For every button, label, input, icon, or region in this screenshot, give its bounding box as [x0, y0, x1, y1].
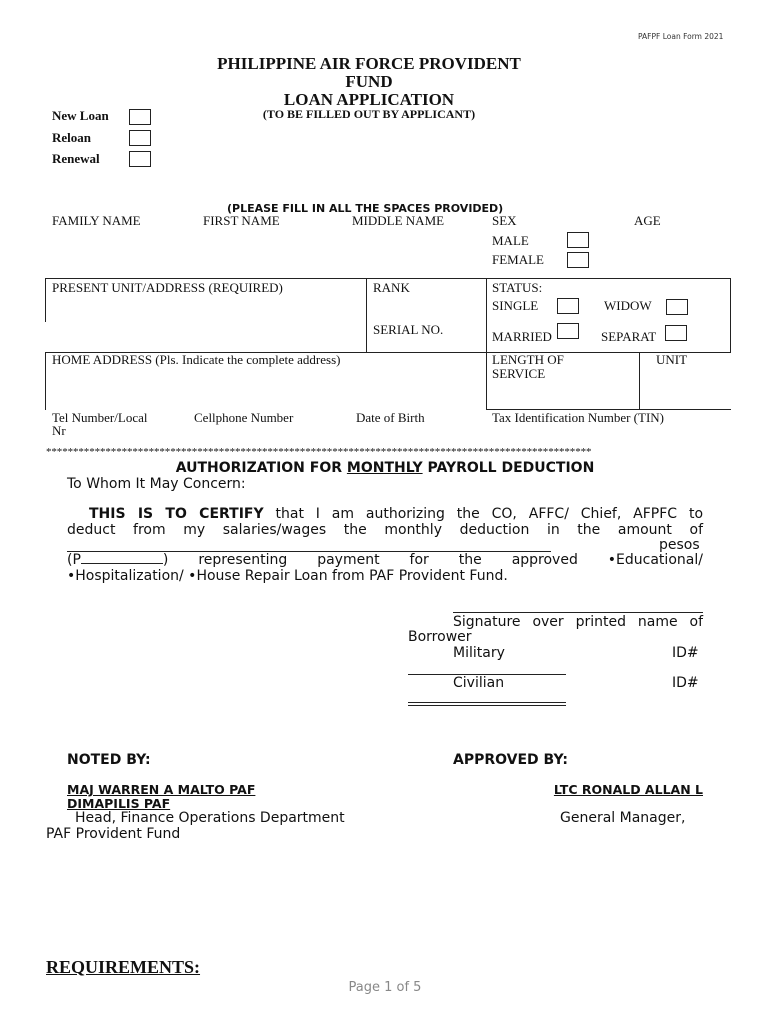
tin-label: Tax Identification Number (TIN) — [492, 410, 664, 425]
amount-figures-blank[interactable] — [81, 553, 163, 564]
sex-label: SEX — [492, 213, 517, 228]
status-label: STATUS: — [492, 280, 543, 295]
authorization-title-post: PAYROLL DEDUCTION — [422, 460, 595, 476]
word-for: for — [409, 552, 429, 568]
authorization-title-pre: AUTHORIZATION FOR — [175, 460, 347, 476]
single-label: SINGLE — [492, 298, 539, 313]
male-label: MALE — [492, 233, 529, 248]
authorization-title — [0, 460, 770, 476]
form-code: PAFPF Loan Form 2021 — [638, 32, 724, 41]
loan-type-renewal-label: Renewal — [52, 151, 100, 166]
page-indicator: Page 1 of 5 — [348, 980, 422, 995]
noted-by-name-2: DIMAPILIS PAF — [67, 796, 171, 811]
salutation: To Whom It May Concern: — [67, 476, 246, 492]
present-unit-label: PRESENT UNIT/ADDRESS (REQUIRED) — [52, 280, 283, 295]
new-loan-checkbox[interactable] — [129, 109, 151, 125]
grid-line — [486, 278, 487, 410]
authorization-title-monthly: MONTHLY — [346, 460, 423, 476]
certify-line-5: •Hospitalization/ •House Repair Loan from PAF Provident Fund. — [67, 568, 508, 584]
word-representing: representing — [198, 552, 288, 568]
date-of-birth-label: Date of Birth — [356, 410, 425, 425]
noted-by-label: NOTED BY: — [67, 752, 151, 768]
double-line-top — [408, 702, 566, 703]
noted-by-name: MAJ WARREN A MALTO PAF — [67, 782, 256, 797]
first-name-label: FIRST NAME — [203, 213, 280, 228]
grid-line — [45, 278, 731, 279]
certify-line-4 — [67, 552, 703, 568]
reloan-checkbox[interactable] — [129, 130, 151, 146]
family-name-label: FAMILY NAME — [52, 213, 141, 228]
word-educational: •Educational/ — [607, 552, 703, 568]
p-label: (P — [67, 552, 81, 568]
certify-bold: THIS IS TO CERTIFY — [89, 506, 264, 522]
tel-number-label-2: Nr — [52, 423, 66, 438]
grid-line — [366, 278, 367, 353]
pesos-label: pesos — [659, 537, 700, 553]
serial-no-label: SERIAL NO. — [373, 322, 444, 337]
length-of-service-label: LENGTH OF — [492, 352, 564, 367]
grid-line — [45, 278, 46, 322]
rank-label: RANK — [373, 280, 410, 295]
home-address-label: HOME ADDRESS (Pls. Indicate the complete address) — [52, 352, 341, 367]
military-label: Military — [453, 645, 505, 661]
signature-line — [453, 612, 703, 613]
grid-line — [639, 352, 640, 410]
word-approved: approved — [511, 552, 578, 568]
age-label: AGE — [634, 213, 661, 228]
amount-figures — [67, 552, 168, 568]
double-line-bottom — [408, 705, 566, 706]
separated-label: SEPARAT — [601, 329, 657, 344]
word-the: the — [458, 552, 482, 568]
form-subtitle: (TO BE FILLED OUT BY APPLICANT) — [262, 107, 476, 121]
female-label: FEMALE — [492, 252, 544, 267]
civilian-id-label: ID# — [672, 675, 699, 691]
military-id-label: ID# — [672, 645, 699, 661]
widow-checkbox[interactable] — [666, 299, 688, 315]
middle-name-label: MIDDLE NAME — [352, 213, 445, 228]
tel-number-label: Tel Number/Local — [52, 410, 148, 425]
loan-type-new-label: New Loan — [52, 108, 109, 123]
approved-by-name: LTC RONALD ALLAN L — [553, 782, 703, 797]
grid-line — [730, 278, 731, 353]
certify-line-1 — [67, 506, 703, 522]
unit-label: UNIT — [656, 352, 688, 367]
loan-type-reloan-label: Reloan — [52, 130, 91, 145]
word-payment: payment — [317, 552, 380, 568]
widow-label: WIDOW — [604, 298, 652, 313]
title-line-1: PHILIPPINE AIR FORCE PROVIDENT — [217, 54, 521, 73]
noted-by-title-2: PAF Provident Fund — [46, 826, 181, 842]
married-checkbox[interactable] — [557, 323, 579, 339]
cellphone-label: Cellphone Number — [194, 410, 294, 425]
male-checkbox[interactable] — [567, 232, 589, 248]
asterisk-separator: ***************************************************************************************************** — [46, 446, 592, 458]
fill-instructions: (PLEASE FILL IN ALL THE SPACES PROVIDED) — [227, 202, 504, 215]
renewal-checkbox[interactable] — [129, 151, 151, 167]
title-line-2: FUND — [345, 72, 393, 91]
certify-rest: that I am authorizing the CO, AFFC/ Chief, AFPFC to — [263, 506, 704, 522]
requirements-heading: REQUIREMENTS: — [46, 957, 201, 977]
separated-checkbox[interactable] — [665, 325, 687, 341]
certify-line-2: deduct from my salaries/wages the monthly deduction in the amount of — [67, 522, 703, 538]
borrower-label: Borrower — [408, 629, 472, 645]
title-line-3: LOAN APPLICATION — [283, 90, 455, 109]
grid-line — [45, 352, 46, 410]
approved-by-title: General Manager, — [560, 810, 686, 826]
p-close: ) — [162, 552, 169, 568]
signature-label: Signature over printed name of — [453, 614, 703, 630]
civilian-label: Civilian — [453, 675, 505, 691]
female-checkbox[interactable] — [567, 252, 589, 268]
approved-by-label: APPROVED BY: — [453, 752, 568, 768]
length-of-service-label-2: SERVICE — [492, 366, 546, 381]
single-checkbox[interactable] — [557, 298, 579, 314]
noted-by-title: Head, Finance Operations Department — [75, 810, 345, 826]
married-label: MARRIED — [492, 329, 552, 344]
